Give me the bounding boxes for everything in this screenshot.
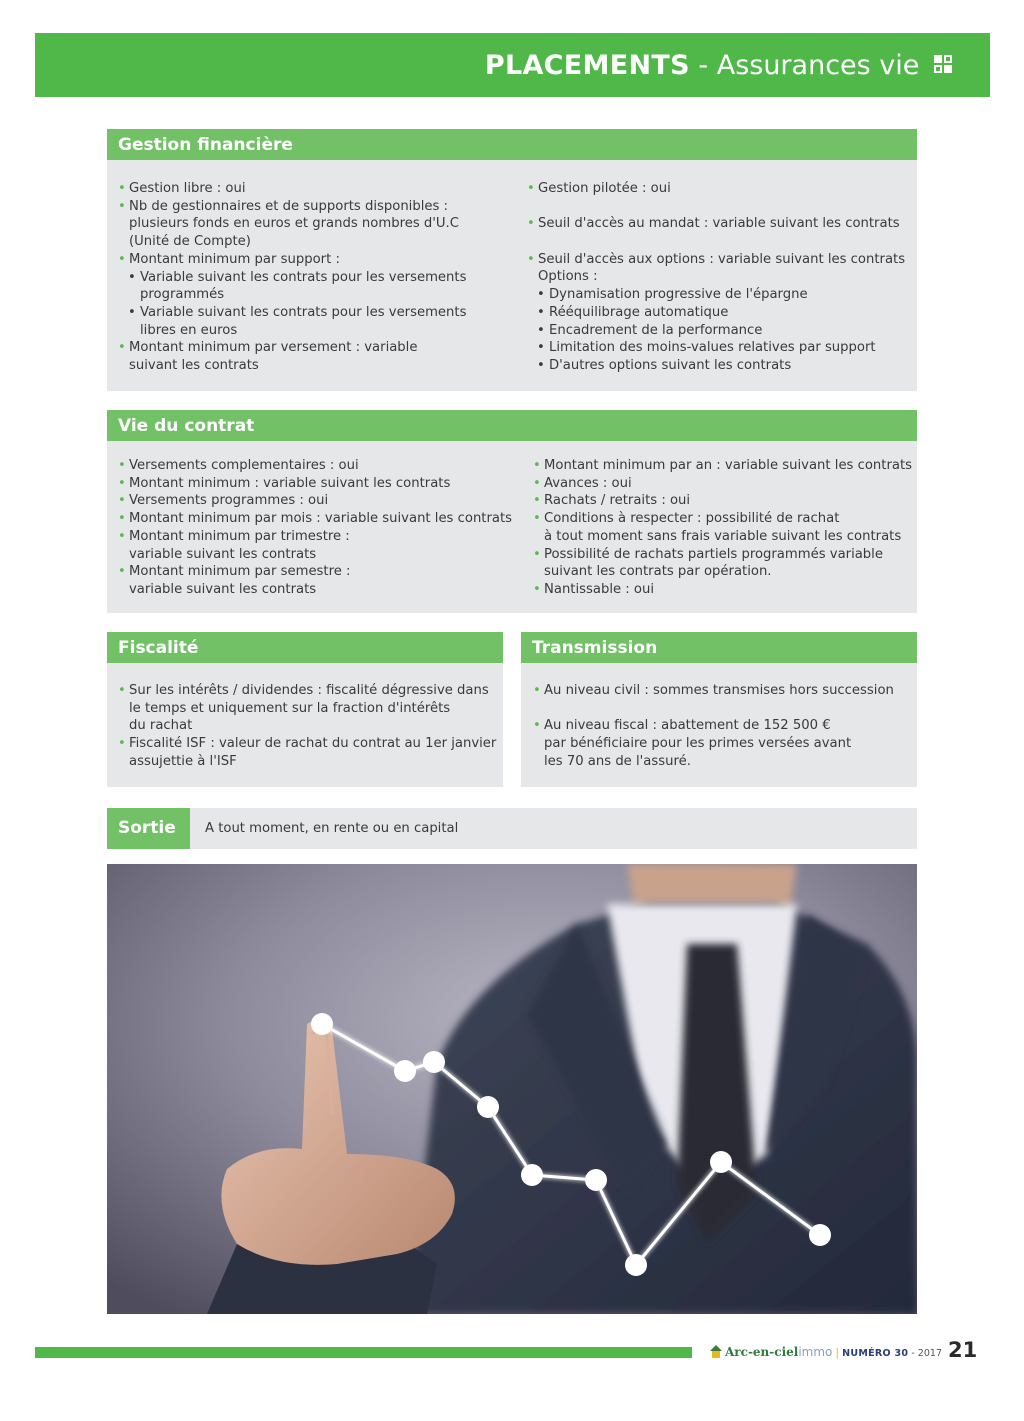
fiscalite-box <box>107 632 503 787</box>
line: plusieurs fonds en euros et grands nombres d'U.C <box>129 216 459 232</box>
line: variable suivant les contrats <box>129 581 317 597</box>
photo-illustration <box>107 864 917 1314</box>
transmission-column <box>533 682 913 771</box>
list-item: • Montant minimum par mois : variable suivant les contrats <box>118 510 518 528</box>
sortie-box <box>107 808 917 849</box>
page-title <box>485 33 954 97</box>
footer-brand <box>710 1340 942 1364</box>
list-item: • Au niveau civil : sommes transmises hors succession <box>533 682 913 700</box>
brand-name: Arc-en-ciel <box>725 1345 799 1359</box>
transmission-title: Transmission <box>521 632 917 663</box>
gestion-left-column <box>118 180 518 375</box>
gestion-financiere-title: Gestion financière <box>107 129 917 160</box>
vie-left-column <box>118 457 518 599</box>
line: • Au niveau fiscal : abattement de 152 500 € <box>544 718 831 734</box>
list-item: • Montant minimum : variable suivant les contrats <box>118 475 518 493</box>
list-item <box>118 198 518 251</box>
list-item: • Montant minimum par an : variable suivant les contrats <box>533 457 915 475</box>
line: par bénéficiaire pour les primes versées avant <box>544 736 852 752</box>
line: assujettie à l'ISF <box>129 753 237 769</box>
fiscalite-column <box>118 682 500 771</box>
list-item: • Gestion libre : oui <box>118 180 518 198</box>
sub-list-item: • Encadrement de la performance <box>527 322 912 340</box>
fiscalite-title: Fiscalité <box>107 632 503 663</box>
title-strong: PLACEMENTS <box>484 50 690 81</box>
list-item: • Versements complementaires : oui <box>118 457 518 475</box>
list-item: • Avances : oui <box>533 475 915 493</box>
line: libres en euros <box>140 322 238 338</box>
gestion-financiere-box <box>107 129 917 391</box>
list-item: • Seuil d'accès au mandat : variable suivant les contrats <box>527 215 912 233</box>
issue-year: - 2017 <box>908 1348 942 1359</box>
line: • Montant minimum par versement : variable <box>129 340 418 356</box>
grid-logo-icon <box>934 55 954 75</box>
title-rest: - Assurances vie <box>689 50 920 81</box>
sub-list-item: • Limitation des moins-values relatives par support <box>527 339 912 357</box>
line: du rachat <box>129 718 193 734</box>
list-item: • Seuil d'accès aux options : variable suivant les contrats <box>527 251 912 269</box>
line: (Unité de Compte) <box>129 234 251 250</box>
vie-right-column <box>533 457 915 599</box>
page-number: 21 <box>948 1338 978 1362</box>
list-item <box>118 528 518 563</box>
list-item <box>118 339 518 374</box>
gestion-right-column <box>527 180 912 375</box>
list-item <box>118 563 518 598</box>
sub-list-item <box>118 269 518 304</box>
businessman-graph-photo <box>107 864 917 1314</box>
brand-separator: | <box>835 1346 840 1359</box>
line: • Sur les intérêts / dividendes : fiscalité dégressive dans <box>129 683 489 698</box>
line: programmés <box>140 287 225 303</box>
sub-list-item: • Rééquilibrage automatique <box>527 304 912 322</box>
line: à tout moment sans frais variable suivant les contrats <box>544 528 902 544</box>
list-item: • Rachats / retraits : oui <box>533 492 915 510</box>
transmission-box <box>521 632 917 787</box>
line: variable suivant les contrats <box>129 546 317 562</box>
line: • Variable suivant les contrats pour les versements <box>140 304 467 320</box>
issue-number: NUMÉRO 30 <box>842 1348 909 1359</box>
options-label: Options : <box>538 269 598 285</box>
line: suivant les contrats <box>129 358 259 374</box>
sub-list-item: • D'autres options suivant les contrats <box>527 357 912 375</box>
line: les 70 ans de l'assuré. <box>544 753 691 769</box>
vie-du-contrat-title: Vie du contrat <box>107 410 917 441</box>
list-item <box>533 546 915 581</box>
line: • Variable suivant les contrats pour les versements <box>140 269 467 285</box>
house-logo-icon <box>710 1345 722 1358</box>
list-item <box>118 682 500 735</box>
line: • Fiscalité ISF : valeur de rachat du contrat au 1er janvier <box>129 736 497 752</box>
list-item: • Gestion pilotée : oui <box>527 180 912 198</box>
list-item <box>533 510 915 545</box>
vie-du-contrat-box <box>107 410 917 613</box>
list-item <box>118 735 500 770</box>
line: • Montant minimum par semestre : <box>129 564 351 580</box>
header-band <box>35 33 990 97</box>
list-item: • Versements programmes : oui <box>118 492 518 510</box>
line: le temps et uniquement sur la fraction d'intérêts <box>129 700 451 716</box>
footer-bar <box>35 1347 692 1358</box>
line: • Possibilité de rachats partiels programmés variable <box>544 546 883 562</box>
brand-suffix: immo <box>798 1345 833 1359</box>
list-item <box>533 717 913 770</box>
sortie-text: A tout moment, en rente ou en capital <box>205 821 459 836</box>
line: suivant les contrats par opération. <box>544 564 772 580</box>
list-item: • Nantissable : oui <box>533 581 915 599</box>
sub-list-item <box>118 304 518 339</box>
list-item: • Montant minimum par support : <box>118 251 518 269</box>
line: • Nb de gestionnaires et de supports disponibles : <box>129 198 448 214</box>
line: • Montant minimum par trimestre : <box>129 528 350 544</box>
sortie-label: Sortie <box>107 808 190 849</box>
sub-list-item: • Dynamisation progressive de l'épargne <box>527 286 912 304</box>
line: • Conditions à respecter : possibilité de rachat <box>544 511 840 527</box>
